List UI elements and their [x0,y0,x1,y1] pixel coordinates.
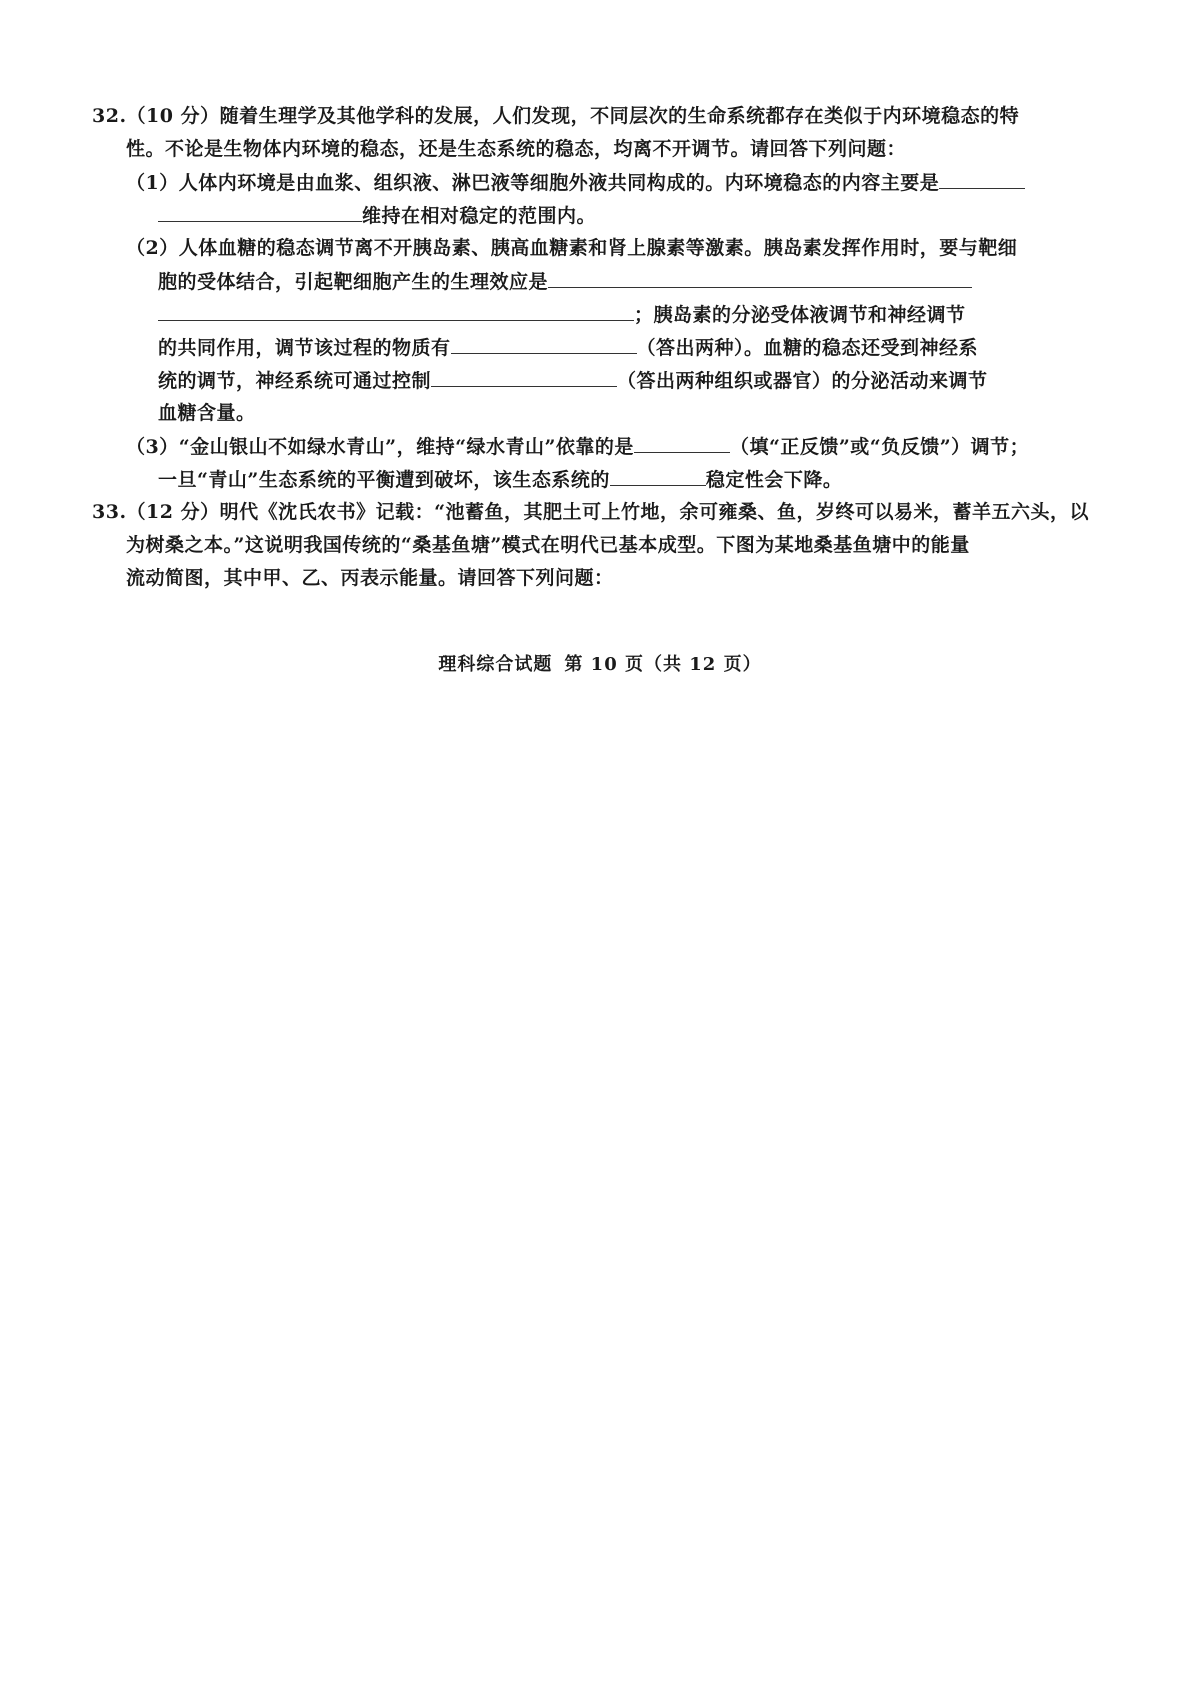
q32-part2-text: 统的调节，神经系统可通过控制 [158,370,432,392]
q32-intro-line-1: 32.（10 分）随着生理学及其他学科的发展，人们发现，不同层次的生命系统都存在类似于内环境稳态的特 [92,105,1020,127]
question-content [92,100,1090,595]
page-footer [0,650,1200,676]
q32-part2-text: （答出两种组织或器官）的分泌活动来调节 [617,370,988,392]
answer-blank[interactable] [610,463,706,486]
answer-blank[interactable] [634,430,730,453]
q32-part1-text-end: 维持在相对稳定的范围内。 [362,205,597,227]
q32-part2-line-3 [92,298,1052,331]
answer-blank[interactable] [451,331,637,354]
q32-part3-text: （3）“金山银山不如绿水青山”，维持“绿水青山”依靠的是 [126,436,634,458]
answer-blank[interactable] [939,166,1025,189]
q32-part2-text: 的共同作用，调节该过程的物质有 [158,337,451,359]
q33-line-3: 流动简图，其中甲、乙、丙表示能量。请回答下列问题： [126,567,614,589]
q32-part3-line-2 [92,463,1052,496]
q32-part2-line-2 [92,265,1052,298]
answer-blank[interactable] [158,199,362,222]
q32-part2-line-5 [92,364,1052,397]
answer-blank[interactable] [548,265,972,288]
q32-part2-line-1: （2）人体血糖的稳态调节离不开胰岛素、胰高血糖素和肾上腺素等激素。胰岛素发挥作用时，要与靶细 [126,237,1018,259]
q33-line-2: 为树桑之本。”这说明我国传统的“桑基鱼塘”模式在明代已基本成型。下图为某地桑基鱼塘中的能量 [126,534,970,556]
q32-part3-text: 一旦“青山”生态系统的平衡遭到破坏，该生态系统的 [158,469,610,491]
q32-part2-line-4 [92,331,1052,364]
q32-part2-text: （答出两种）。血糖的稳态还受到神经系 [636,337,979,359]
q32-intro-line-2: 性。不论是生物体内环境的稳态，还是生态系统的稳态，均离不开调节。请回答下列问题： [126,138,907,160]
q32-part2-line-6: 血糖含量。 [158,402,256,424]
q32-part1-text: （1）人体内环境是由血浆、组织液、淋巴液等细胞外液共同构成的。内环境稳态的内容主要是 [126,172,940,194]
q32-part2-text: 胞的受体结合，引起靶细胞产生的生理效应是 [158,271,549,293]
exam-name: 理科综合试题 [438,654,553,675]
answer-blank[interactable] [431,364,617,387]
q32-part3-line-1 [92,430,1052,463]
q32-part1-line-2 [92,199,1052,232]
q33-line-1: 33.（12 分）明代《沈氏农书》记载：“池蓄鱼，其肥土可上竹地，余可雍桑、鱼，岁终可以易米，蓄羊五六头，以 [92,501,1090,523]
q32-part2-text: ；胰岛素的分泌受体液调节和神经调节 [634,304,966,326]
q32-part3-text: 稳定性会下降。 [705,469,843,491]
q32-part3-text: （填“正反馈”或“负反馈”）调节； [729,436,1030,458]
answer-blank[interactable] [158,298,634,321]
q32-part1-line-1 [92,166,1052,199]
page-number: 第 10 页（共 12 页） [564,654,762,675]
